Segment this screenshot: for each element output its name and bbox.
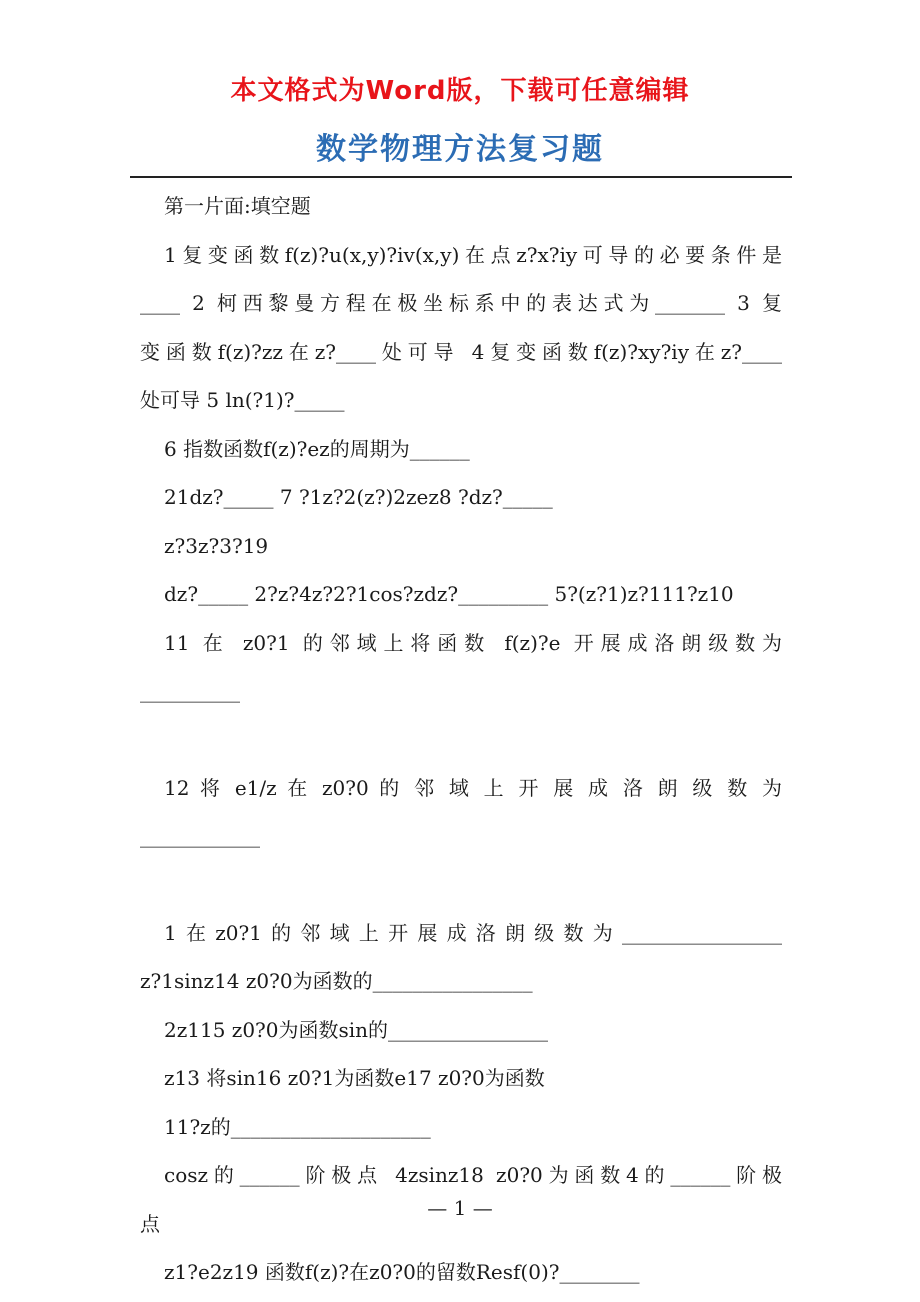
question-line: z1?e2z19 函数f(z)?在z0?0的留数Resf(0)?________ (164, 1260, 640, 1284)
question-line: 21dz?_____ 7 ?1z?2(z?)2zez8 ?dz?_____ (164, 485, 553, 509)
question-line: z?3z?3?19 (164, 533, 269, 558)
page-number: — 1 — (427, 1196, 493, 1220)
question-line: 12 将 e1/z 在 z0?0 的 邻 域 上 开 展 成 洛 朗 级 数 为 (164, 775, 782, 800)
question-line: 1在z0?1的邻域上开展成洛朗级数为________________ (164, 920, 782, 945)
header-divider (130, 176, 792, 178)
section-heading: 第一片面:填空题 (164, 194, 311, 218)
question-line: ____ 2 柯西黎曼方程在极坐标系中的表达式为_______ 3 复 (140, 291, 782, 315)
question-line: 6 指数函数f(z)?ez的周期为______ (164, 436, 470, 461)
question-line: 处可导 5 ln(?1)?_____ (140, 388, 345, 412)
question-line: 11 在 z0?1 的邻域上将函数 f(z)?e 开展成洛朗级数为 (164, 630, 782, 655)
question-line: cosz的______阶极点 4zsinz18 z0?0为函数4的______阶极 (164, 1163, 782, 1187)
question-line: 点 (140, 1211, 160, 1236)
question-line: __________ (140, 679, 240, 703)
question-line: z13 将sin16 z0?1为函数e17 z0?0为函数 (164, 1066, 545, 1090)
document-title: 数学物理方法复习题 (316, 132, 604, 167)
question-line: ____________ (140, 824, 260, 848)
question-line: z?1sinz14 z0?0为函数的________________ (140, 969, 533, 993)
question-line: dz?_____ 2?z?4z?2?1cos?zdz?_________ 5?(z?1)z?111?z10 (164, 582, 734, 606)
question-line: 11?z的____________________ (164, 1114, 431, 1139)
download-banner: 本文格式为Word版，下载可任意编辑 (230, 76, 690, 106)
question-line: 1复变函数f(z)?u(x,y)?iv(x,y)在点z?x?iy可导的必要条件是 (164, 242, 782, 267)
question-line: 变函数f(z)?zz在z?____处可导 4复变函数f(z)?xy?iy在z?____ (140, 339, 782, 364)
document-body (140, 182, 782, 1297)
question-line: 2z115 z0?0为函数sin的________________ (164, 1017, 549, 1042)
